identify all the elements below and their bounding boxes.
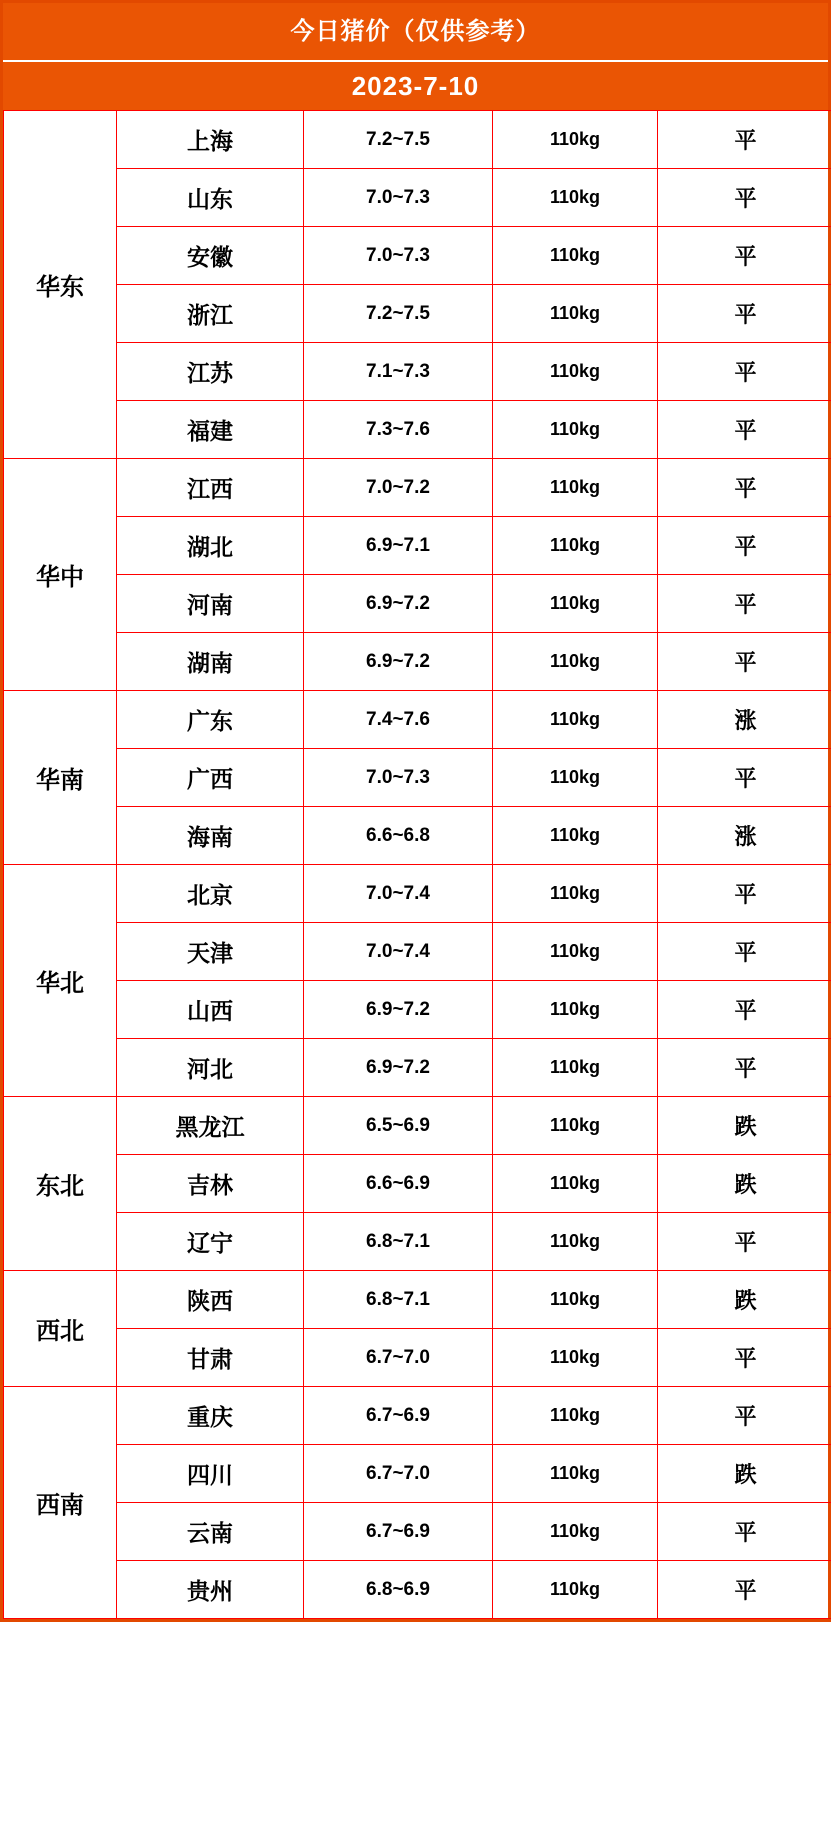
province-cell: 云南: [117, 1503, 304, 1561]
trend-cell: 平: [658, 459, 831, 517]
province-cell: 黑龙江: [117, 1097, 304, 1155]
table-row: [4, 923, 831, 981]
price-table-body: [4, 111, 831, 1619]
price-cell: 6.9~7.2: [304, 981, 493, 1039]
price-cell: 6.7~6.9: [304, 1503, 493, 1561]
price-cell: 6.8~7.1: [304, 1213, 493, 1271]
province-cell: 四川: [117, 1445, 304, 1503]
trend-cell: 平: [658, 227, 831, 285]
weight-cell: 110kg: [493, 459, 658, 517]
price-cell: 6.5~6.9: [304, 1097, 493, 1155]
table-row: [4, 1155, 831, 1213]
trend-cell: 跌: [658, 1155, 831, 1213]
table-row: [4, 227, 831, 285]
trend-cell: 涨: [658, 691, 831, 749]
province-cell: 陕西: [117, 1271, 304, 1329]
trend-cell: 平: [658, 923, 831, 981]
table-row: [4, 633, 831, 691]
table-row: [4, 981, 831, 1039]
weight-cell: 110kg: [493, 1213, 658, 1271]
price-cell: 7.0~7.4: [304, 923, 493, 981]
weight-cell: 110kg: [493, 923, 658, 981]
trend-cell: 平: [658, 1329, 831, 1387]
trend-cell: 平: [658, 981, 831, 1039]
province-cell: 浙江: [117, 285, 304, 343]
weight-cell: 110kg: [493, 111, 658, 169]
date-label: 2023-7-10: [3, 62, 828, 110]
trend-cell: 平: [658, 749, 831, 807]
province-cell: 贵州: [117, 1561, 304, 1619]
province-cell: 辽宁: [117, 1213, 304, 1271]
province-cell: 江西: [117, 459, 304, 517]
table-row: [4, 807, 831, 865]
province-cell: 甘肃: [117, 1329, 304, 1387]
weight-cell: 110kg: [493, 981, 658, 1039]
table-row: [4, 169, 831, 227]
trend-cell: 平: [658, 169, 831, 227]
weight-cell: 110kg: [493, 401, 658, 459]
weight-cell: 110kg: [493, 227, 658, 285]
price-cell: 6.8~7.1: [304, 1271, 493, 1329]
price-cell: 6.6~6.8: [304, 807, 493, 865]
price-cell: 7.0~7.3: [304, 169, 493, 227]
table-row: [4, 1329, 831, 1387]
region-cell: 华东: [4, 111, 117, 459]
table-row: [4, 1561, 831, 1619]
province-cell: 江苏: [117, 343, 304, 401]
trend-cell: 平: [658, 1503, 831, 1561]
trend-cell: 平: [658, 343, 831, 401]
province-cell: 重庆: [117, 1387, 304, 1445]
price-cell: 6.7~7.0: [304, 1329, 493, 1387]
trend-cell: 平: [658, 285, 831, 343]
weight-cell: 110kg: [493, 749, 658, 807]
trend-cell: 平: [658, 1039, 831, 1097]
table-row: [4, 575, 831, 633]
table-row: [4, 517, 831, 575]
trend-cell: 平: [658, 633, 831, 691]
trend-cell: 平: [658, 1387, 831, 1445]
trend-cell: 平: [658, 1561, 831, 1619]
table-row: [4, 401, 831, 459]
trend-cell: 平: [658, 517, 831, 575]
trend-cell: 跌: [658, 1445, 831, 1503]
price-cell: 6.8~6.9: [304, 1561, 493, 1619]
price-cell: 7.2~7.5: [304, 111, 493, 169]
province-cell: 北京: [117, 865, 304, 923]
province-cell: 广西: [117, 749, 304, 807]
weight-cell: 110kg: [493, 1503, 658, 1561]
province-cell: 湖北: [117, 517, 304, 575]
page-title: 今日猪价（仅供参考）: [3, 3, 828, 62]
weight-cell: 110kg: [493, 865, 658, 923]
table-row: [4, 285, 831, 343]
table-row: [4, 749, 831, 807]
trend-cell: 平: [658, 1213, 831, 1271]
weight-cell: 110kg: [493, 691, 658, 749]
region-cell: 华北: [4, 865, 117, 1097]
price-cell: 6.9~7.1: [304, 517, 493, 575]
weight-cell: 110kg: [493, 1097, 658, 1155]
weight-cell: 110kg: [493, 807, 658, 865]
region-cell: 华南: [4, 691, 117, 865]
price-table: [3, 110, 831, 1619]
price-cell: 7.0~7.3: [304, 227, 493, 285]
table-row: [4, 1097, 831, 1155]
weight-cell: 110kg: [493, 1329, 658, 1387]
table-row: [4, 1445, 831, 1503]
price-cell: 7.4~7.6: [304, 691, 493, 749]
province-cell: 山东: [117, 169, 304, 227]
province-cell: 天津: [117, 923, 304, 981]
table-row: [4, 691, 831, 749]
price-cell: 7.3~7.6: [304, 401, 493, 459]
weight-cell: 110kg: [493, 1561, 658, 1619]
weight-cell: 110kg: [493, 1155, 658, 1213]
province-cell: 上海: [117, 111, 304, 169]
table-row: [4, 1271, 831, 1329]
trend-cell: 平: [658, 865, 831, 923]
province-cell: 山西: [117, 981, 304, 1039]
region-cell: 华中: [4, 459, 117, 691]
trend-cell: 跌: [658, 1271, 831, 1329]
price-cell: 6.7~7.0: [304, 1445, 493, 1503]
table-row: [4, 1503, 831, 1561]
weight-cell: 110kg: [493, 285, 658, 343]
price-cell: 7.0~7.2: [304, 459, 493, 517]
table-row: [4, 865, 831, 923]
region-cell: 西南: [4, 1387, 117, 1619]
province-cell: 安徽: [117, 227, 304, 285]
price-cell: 7.1~7.3: [304, 343, 493, 401]
weight-cell: 110kg: [493, 169, 658, 227]
table-row: [4, 1387, 831, 1445]
price-cell: 6.9~7.2: [304, 1039, 493, 1097]
table-row: [4, 1213, 831, 1271]
price-cell: 6.6~6.9: [304, 1155, 493, 1213]
table-row: [4, 1039, 831, 1097]
province-cell: 海南: [117, 807, 304, 865]
province-cell: 河北: [117, 1039, 304, 1097]
province-cell: 广东: [117, 691, 304, 749]
trend-cell: 平: [658, 575, 831, 633]
price-cell: 6.7~6.9: [304, 1387, 493, 1445]
province-cell: 湖南: [117, 633, 304, 691]
weight-cell: 110kg: [493, 343, 658, 401]
weight-cell: 110kg: [493, 575, 658, 633]
trend-cell: 平: [658, 111, 831, 169]
trend-cell: 涨: [658, 807, 831, 865]
price-cell: 7.2~7.5: [304, 285, 493, 343]
region-cell: 东北: [4, 1097, 117, 1271]
province-cell: 福建: [117, 401, 304, 459]
price-cell: 6.9~7.2: [304, 575, 493, 633]
weight-cell: 110kg: [493, 1445, 658, 1503]
weight-cell: 110kg: [493, 633, 658, 691]
price-cell: 6.9~7.2: [304, 633, 493, 691]
table-row: [4, 343, 831, 401]
region-cell: 西北: [4, 1271, 117, 1387]
weight-cell: 110kg: [493, 517, 658, 575]
province-cell: 吉林: [117, 1155, 304, 1213]
table-row: [4, 459, 831, 517]
trend-cell: 跌: [658, 1097, 831, 1155]
weight-cell: 110kg: [493, 1387, 658, 1445]
weight-cell: 110kg: [493, 1039, 658, 1097]
table-row: [4, 111, 831, 169]
price-cell: 7.0~7.4: [304, 865, 493, 923]
province-cell: 河南: [117, 575, 304, 633]
weight-cell: 110kg: [493, 1271, 658, 1329]
price-cell: 7.0~7.3: [304, 749, 493, 807]
trend-cell: 平: [658, 401, 831, 459]
